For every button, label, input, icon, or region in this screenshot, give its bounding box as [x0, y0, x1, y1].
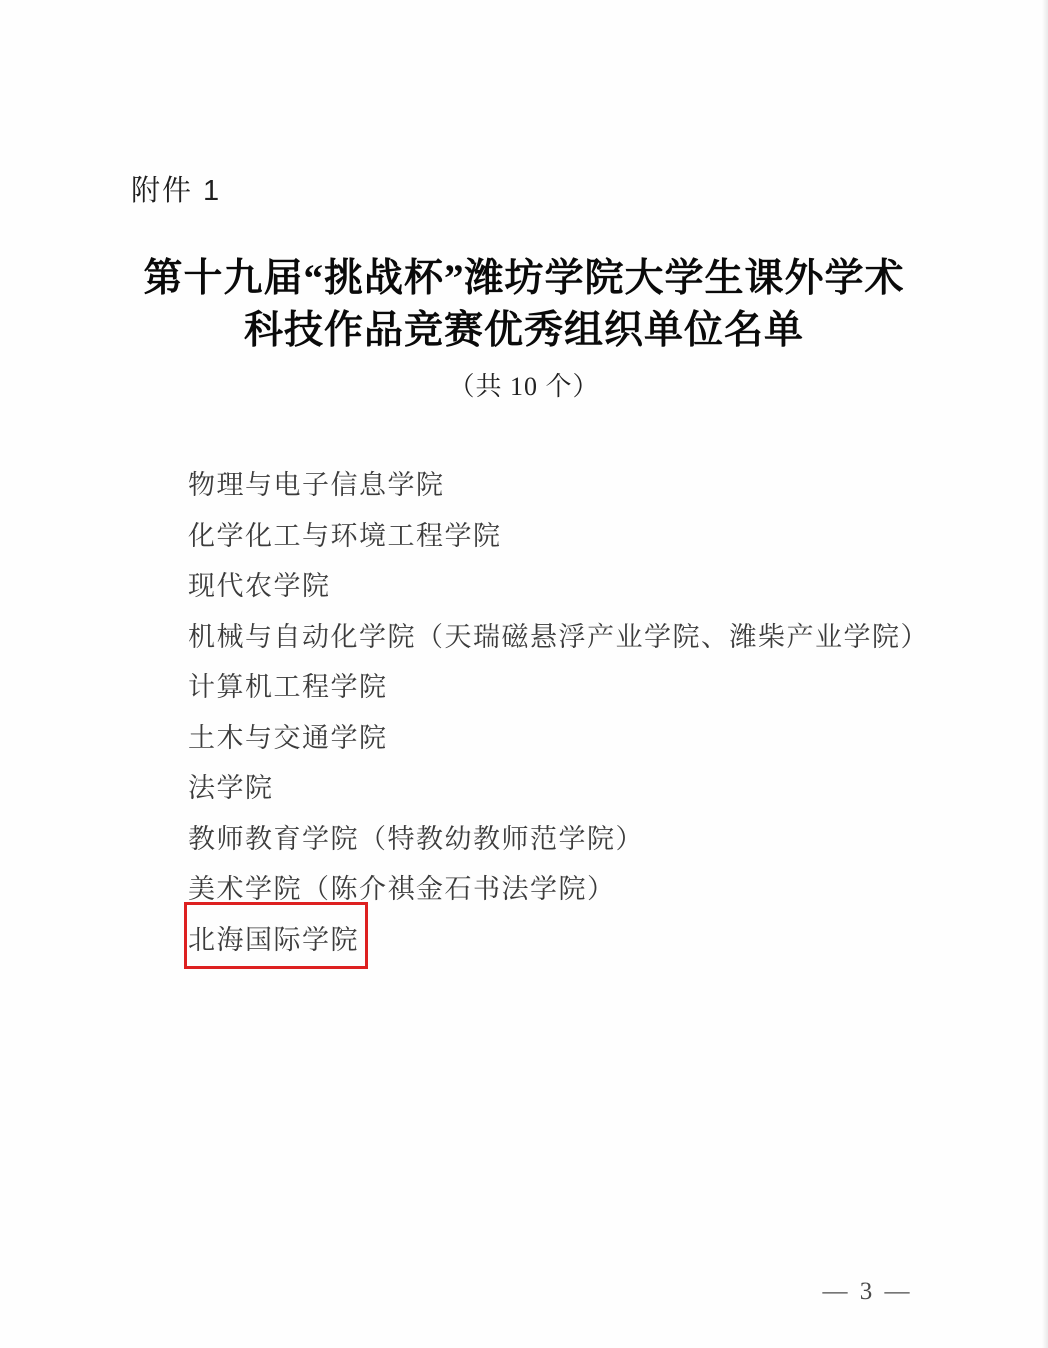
document-title [0, 253, 1048, 357]
page-number: — 3 — [822, 1278, 913, 1305]
count-note: （共 10 个） [448, 372, 600, 401]
list-item list-item-highlighted: 北海国际学院 [188, 924, 359, 955]
list-item: 机械与自动化学院（天瑞磁悬浮产业学院、潍柴产业学院） [188, 621, 929, 652]
list-item: 计算机工程学院 [188, 672, 388, 702]
list-item: 现代农学院 [188, 571, 331, 601]
list-item: 化学化工与环境工程学院 [188, 520, 502, 551]
list-item: 土木与交通学院 [188, 722, 388, 753]
attachment-label: 附件 1 [131, 175, 222, 207]
list-item: 美术学院（陈介祺金石书法学院） [188, 874, 616, 904]
document-title-line1: 第十九届“挑战杯”潍坊学院大学生课外学术 [143, 257, 905, 300]
unit-list [188, 460, 978, 965]
list-item: 教师教育学院（特教幼教师范学院） [188, 823, 644, 854]
document-title-line2: 科技作品竞赛优秀组织单位名单 [243, 309, 804, 352]
list-item: 物理与电子信息学院 [188, 470, 445, 500]
list-item: 法学院 [188, 773, 274, 803]
highlight-box [184, 902, 368, 969]
scan-edge [1042, 0, 1048, 1348]
